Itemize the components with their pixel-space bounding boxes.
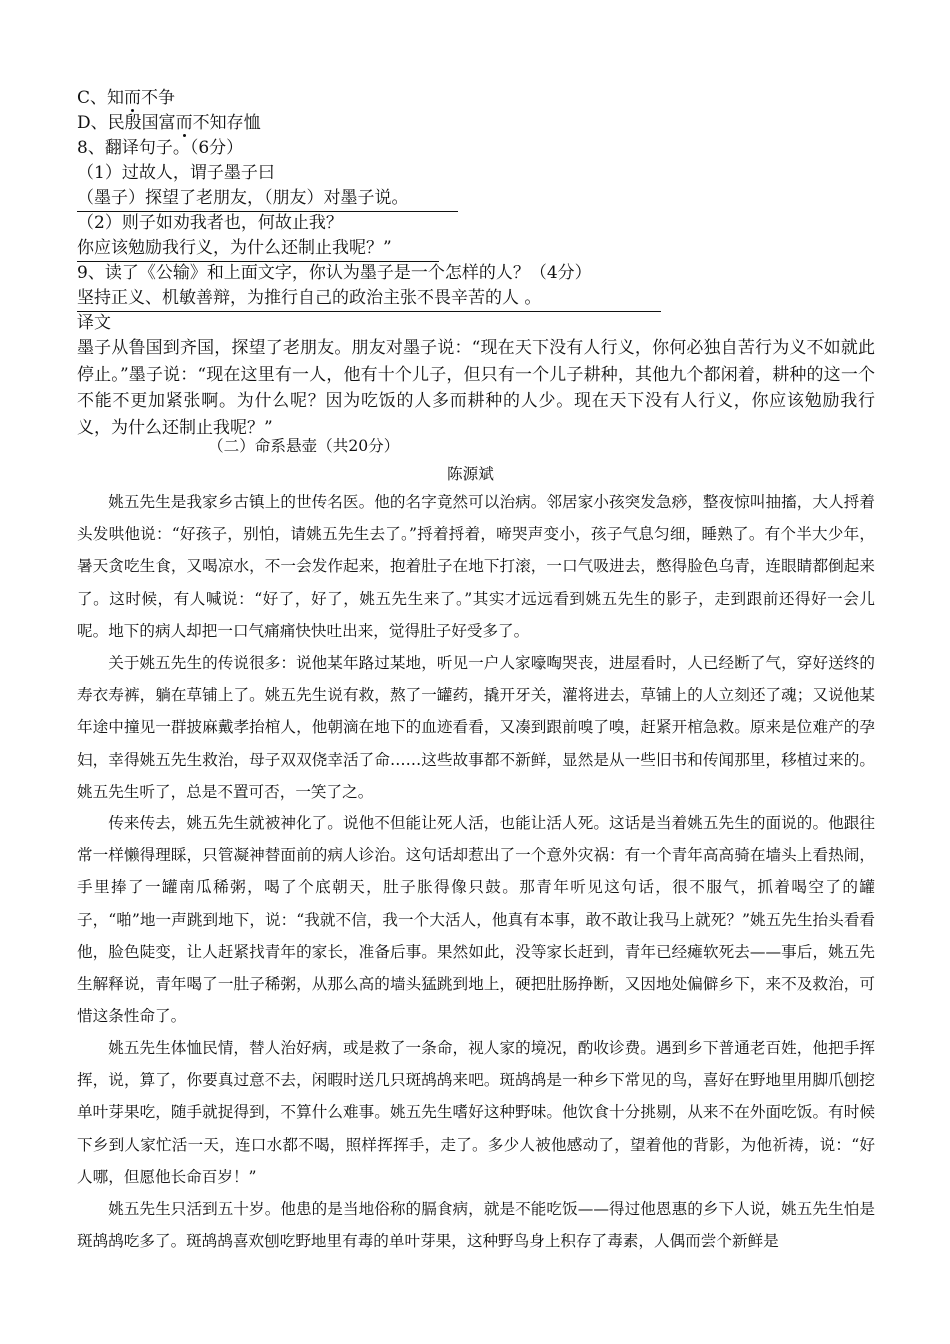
question-8-title: 8、翻译句子。（6分）: [77, 138, 244, 158]
article-paragraph-3: 传来传去，姚五先生就被神化了。说他不但能让死人活，也能让活人死。这话是当着姚五先生的面说的。他跟往常一样懒得理睬，只管凝神替面前的病人诊治。这句话却惹出了一个意外灾祸：有一个青年高高骑在墙头上看热闹，手里捧了一罐南瓜稀粥，喝了个底朝天，肚子胀得像只鼓。那青年听见这句话，很不服气，抓着喝空了的罐子，“啪”地一声跳到地下，说：“我就不信，我一个大活人，他真有本事，敢不敢让我马上就死？”姚五先生抬头看看他，脸色陡变，让人赶紧找青年的家长，准备后事。果然如此，没等家长赶到，青年已经瘫软死去——事后，姚五先生解释说，青年喝了一肚子稀粥，从那么高的墙头猛跳到地上，硬把肚肠挣断，又因地处偏僻乡下，来不及救治，可惜这条性命了。: [77, 814, 875, 1026]
option-d-suffix: 不知存恤: [192, 113, 261, 133]
answer-1-text: （墨子）探望了老朋友，（朋友）对墨子说。: [77, 186, 458, 212]
question-8-answer-2: [77, 236, 439, 262]
option-c: [77, 86, 175, 110]
question-9-title: 9、读了《公输》和上面文字，你认为墨子是一个怎样的人？（4分）: [77, 263, 592, 283]
question-8-answer-1: [77, 186, 458, 212]
translation-label: 译文: [77, 313, 111, 333]
answer-9-text: 坚持正义、机敏善辩，为推行自己的政治主张不畏辛苦的人 。: [77, 286, 661, 312]
answer-2-text: 你应该勉励我行义，为什么还制止我呢？”: [77, 236, 439, 262]
question-9-answer: [77, 286, 661, 312]
article-paragraph-1: 姚五先生是我家乡古镇上的世传名医。他的名字竟然可以治病。邻居家小孩突发急痧，整夜惊叫抽搐，大人捋着头发哄他说：“好孩子，别怕，请姚五先生去了。”捋着捋着，啼哭声变小，孩子气息匀细，睡熟了。有个半大少年，暑天贪吃生食，又喝凉水，不一会发作起来，抱着肚子在地下打滚，一口气吸进去，憋得脸色乌青，连眼睛都倒起来了。这时候，有人喊说：“好了，好了，姚五先生来了。”其实才远远看到姚五先生的影子，走到跟前还得好一会儿呢。地下的病人却把一口气痛痛快快吐出来，觉得肚子好受多了。: [77, 493, 875, 640]
option-d-dotted-char: 而: [175, 113, 193, 133]
option-d: [77, 111, 261, 135]
question-8-sentence-1: （1）过故人，谓子墨子曰: [77, 163, 275, 183]
article-paragraph-5: 姚五先生只活到五十岁。他患的是当地俗称的膈食病，就是不能吃饭——得过他恩惠的乡下人说，姚五先生怕是斑鸪鸪吃多了。斑鸪鸪喜欢刨吃野地里有毒的单叶芽果，这种野鸟身上积存了毒素，人偶而尝个新鲜是: [77, 1200, 875, 1251]
translation-text: 墨子从鲁国到齐国，探望了老朋友。朋友对墨子说：“现在天下没有人行义，你何必独自苦行为义不如就此停止。”墨子说：“现在这里有一人，他有十个儿子，但只有一个儿子耕种，其他九个都闲着，耕种的这一个不能不更加紧张啊。为什么呢？因为吃饭的人多而耕种的人少。现在天下没有人行义，你应该勉励我行义，为什么还制止我呢？”: [77, 338, 875, 438]
question-8-sentence-2: （2）则子如劝我者也，何故止我？: [77, 213, 343, 233]
article-author: 陈源斌: [447, 465, 494, 483]
section-heading: （二）命系悬壶（共20分）: [208, 437, 400, 455]
option-d-prefix: D、民殷国富: [77, 113, 176, 133]
option-c-dotted-char: 而: [124, 88, 142, 108]
article-paragraph-4: 姚五先生体恤民情，替人治好病，或是救了一条命，视人家的境况，酌收诊费。遇到乡下普通老百姓，他把手挥挥，说，算了，你要真过意不去，闲暇时送几只斑鸪鸪来吧。斑鸪鸪是一种乡下常见的鸟，喜好在野地里用脚爪刨挖单叶芽果吃，随手就捉得到，不算什么难事。姚五先生嗜好这种野味。他饮食十分挑剔，从来不在外面吃饭。有时候下乡到人家忙活一天，连口水都不喝，照样挥挥手，走了。多少人被他感动了，望着他的背影，为他祈祷，说：“好人哪，但愿他长命百岁！”: [77, 1039, 875, 1186]
option-c-suffix: 不争: [141, 88, 176, 108]
option-c-prefix: C、知: [77, 88, 125, 108]
article-paragraph-2: 关于姚五先生的传说很多：说他某年路过某地，听见一户人家嚎啕哭丧，进屋看时，人已经断了气，穿好送终的寿衣寿裤，躺在草铺上了。姚五先生说有救，熬了一罐药，撬开牙关，灌将进去，草铺上的人立刻还了魂；又说他某年途中撞见一群披麻戴孝抬棺人，他朝滴在地下的血迹看看，又凑到跟前嗅了嗅，赶紧开棺急救。原来是位难产的孕妇，幸得姚五先生救治，母子双双侥幸活了命……这些故事都不新鲜，显然是从一些旧书和传闻那里，移植过来的。姚五先生听了，总是不置可否，一笑了之。: [77, 654, 875, 801]
